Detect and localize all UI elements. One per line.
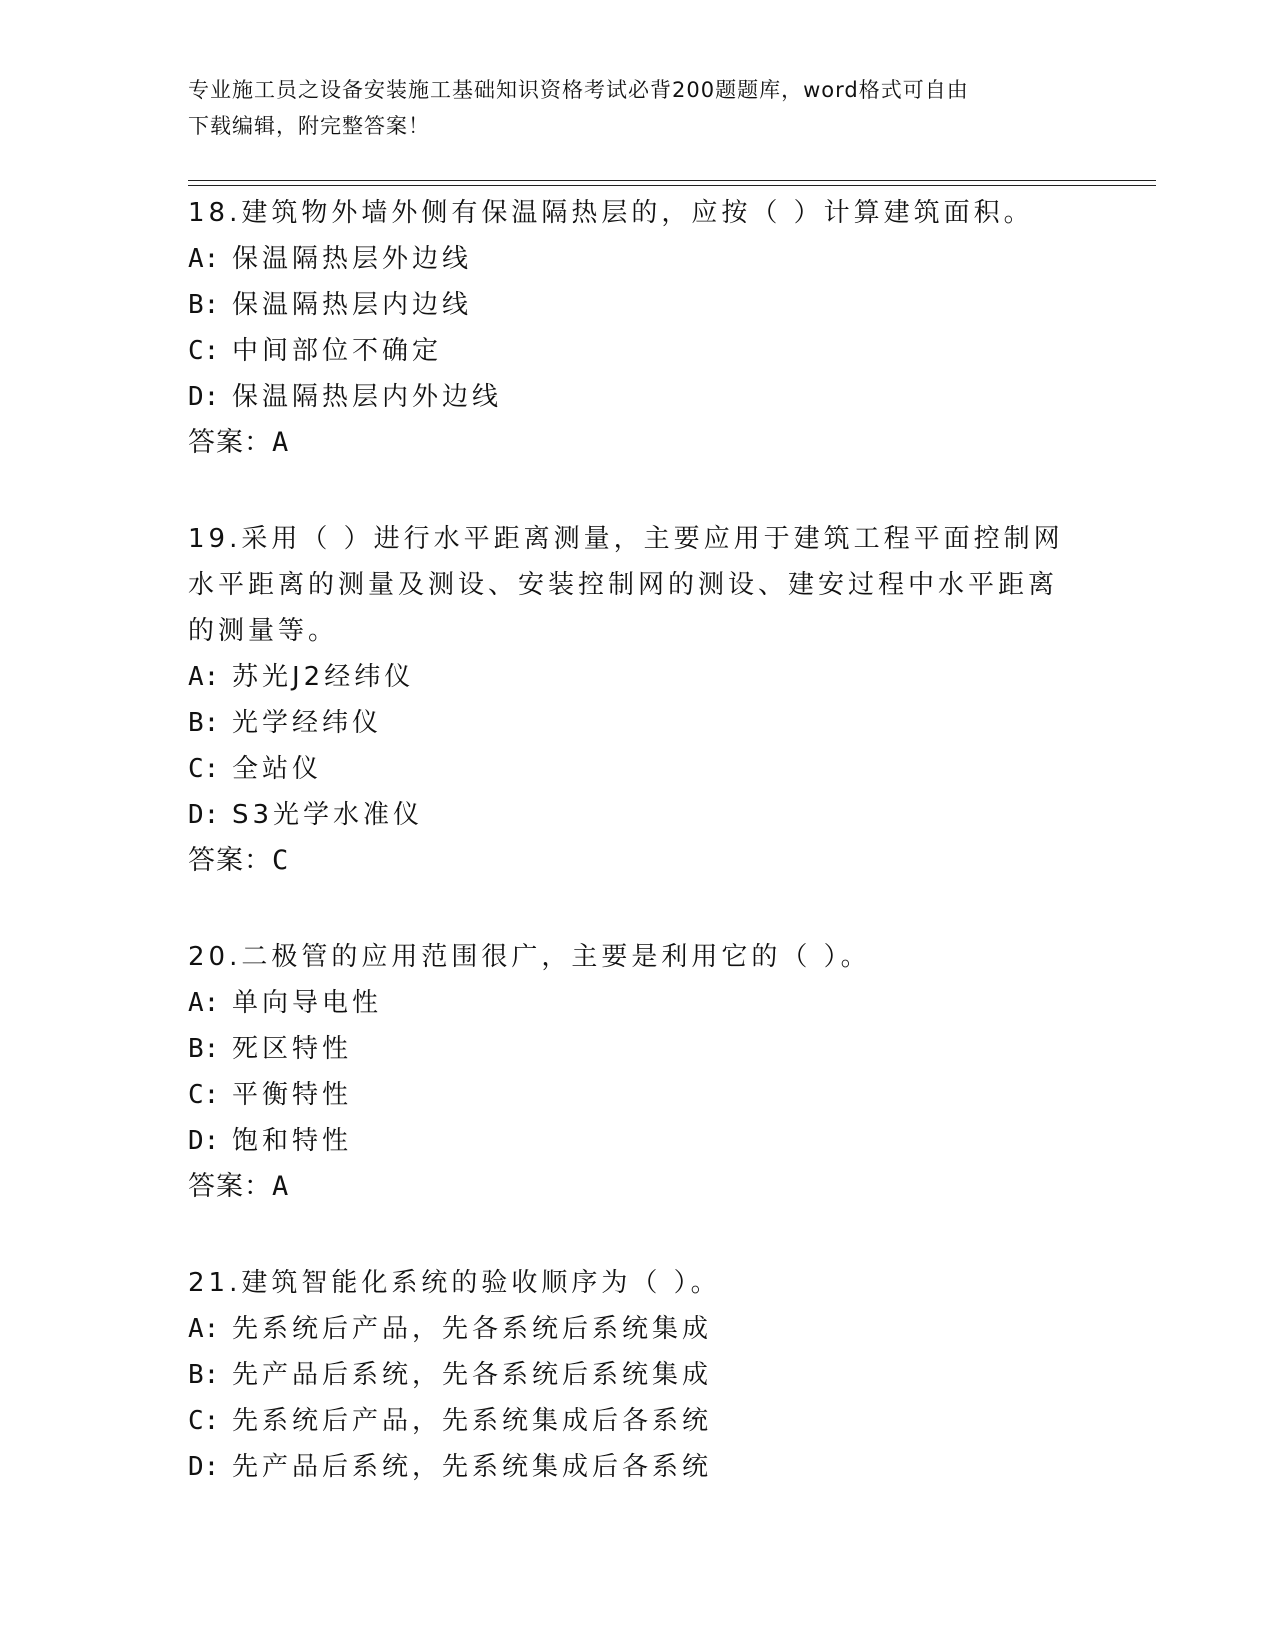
option-text: 光学经纬仪: [232, 708, 383, 738]
header-line-1: 专业施工员之设备安装施工基础知识资格考试必背200题题库，word格式可自由: [188, 78, 969, 102]
option-text: 先系统后产品，先系统集成后各系统: [232, 1406, 713, 1436]
question-21: [188, 1260, 1068, 1490]
answer-value: C: [272, 845, 290, 876]
option-d: [188, 374, 1068, 420]
option-letter: B:: [188, 290, 220, 320]
header-divider-bottom: [188, 185, 1156, 186]
option-letter: B:: [188, 708, 220, 738]
option-d: [188, 1444, 1068, 1490]
option-text: 保温隔热层外边线: [232, 244, 473, 274]
option-letter: A:: [188, 988, 220, 1018]
option-text: 先产品后系统，先系统集成后各系统: [232, 1452, 713, 1482]
option-text: 先产品后系统，先各系统后系统集成: [232, 1360, 713, 1390]
option-text: 中间部位不确定: [232, 336, 443, 366]
option-letter: B:: [188, 1034, 220, 1064]
question-19: [188, 516, 1068, 884]
answer-line: [188, 838, 1068, 884]
option-text: 饱和特性: [232, 1126, 353, 1156]
option-text: 单向导电性: [232, 988, 383, 1018]
option-d: [188, 792, 1068, 838]
document-header: [188, 72, 1078, 144]
option-a: [188, 236, 1068, 282]
option-text: 保温隔热层内外边线: [232, 382, 503, 412]
option-a: [188, 1306, 1068, 1352]
option-d: [188, 1118, 1068, 1164]
option-a: [188, 980, 1068, 1026]
option-text: 保温隔热层内边线: [232, 290, 473, 320]
question-list: [188, 190, 1068, 1540]
option-letter: C:: [188, 1080, 220, 1110]
header-divider-top: [188, 180, 1156, 181]
answer-label: 答案：: [188, 1171, 272, 1202]
question-text: 18.建筑物外墙外侧有保温隔热层的，应按（ ）计算建筑面积。: [188, 198, 1034, 228]
option-letter: C:: [188, 754, 220, 784]
option-c: [188, 328, 1068, 374]
answer-line: [188, 1164, 1068, 1210]
option-text: 全站仪: [232, 754, 323, 784]
option-text: S3光学水准仪: [232, 800, 424, 830]
answer-label: 答案：: [188, 845, 272, 876]
option-text: 死区特性: [232, 1034, 353, 1064]
option-b: [188, 700, 1068, 746]
option-letter: B:: [188, 1360, 220, 1390]
option-letter: C:: [188, 1406, 220, 1436]
answer-label: 答案：: [188, 427, 272, 458]
option-c: [188, 1398, 1068, 1444]
option-a: [188, 654, 1068, 700]
option-c: [188, 746, 1068, 792]
option-letter: D:: [188, 1452, 220, 1482]
option-letter: A:: [188, 244, 220, 274]
option-text: 先系统后产品，先各系统后系统集成: [232, 1314, 713, 1344]
question-20: [188, 934, 1068, 1210]
option-c: [188, 1072, 1068, 1118]
header-line-2: 下载编辑，附完整答案！: [188, 114, 430, 138]
option-letter: D:: [188, 1126, 220, 1156]
option-letter: A:: [188, 662, 220, 692]
option-letter: D:: [188, 800, 220, 830]
answer-line: [188, 420, 1068, 466]
question-text: 20.二极管的应用范围很广，主要是利用它的（ ）。: [188, 942, 871, 972]
option-letter: A:: [188, 1314, 220, 1344]
option-letter: D:: [188, 382, 220, 412]
option-b: [188, 1026, 1068, 1072]
option-b: [188, 282, 1068, 328]
answer-value: A: [272, 1171, 290, 1202]
option-text: 平衡特性: [232, 1080, 353, 1110]
question-text: 21.建筑智能化系统的验收顺序为（ ）。: [188, 1268, 721, 1298]
question-text: 19.采用（ ）进行水平距离测量，主要应用于建筑工程平面控制网水平距离的测量及测设、安装控制网的测设、建安过程中水平距离的测量等。: [188, 524, 1064, 646]
option-b: [188, 1352, 1068, 1398]
question-18: [188, 190, 1068, 466]
option-text: 苏光J2经纬仪: [232, 662, 415, 692]
answer-value: A: [272, 427, 290, 458]
option-letter: C:: [188, 336, 220, 366]
